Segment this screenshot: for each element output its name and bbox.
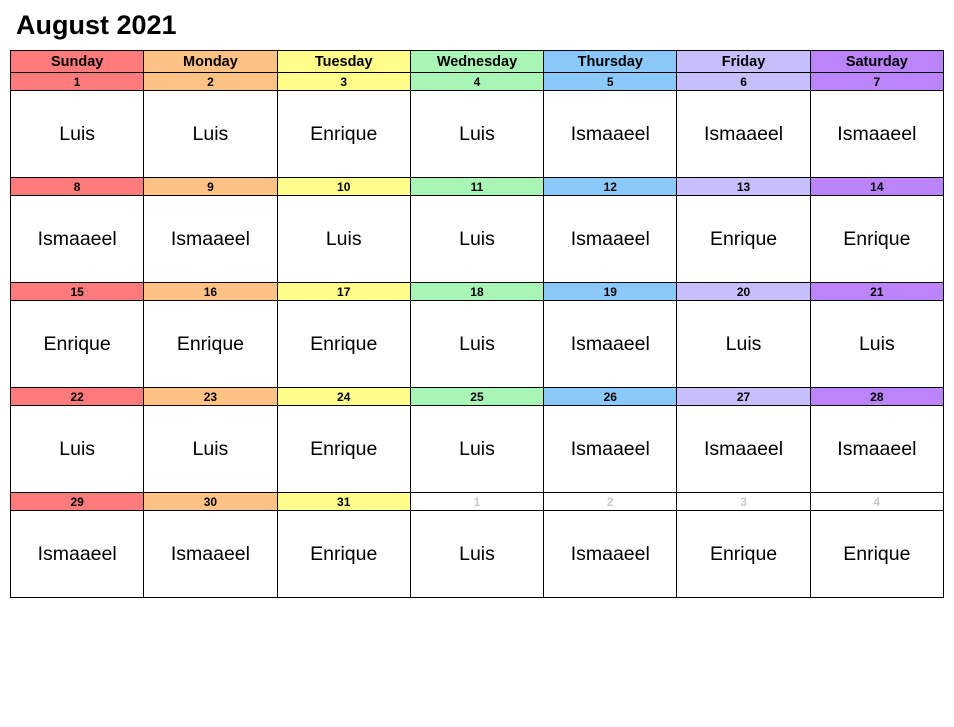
day-number-cell[interactable]: 13 [677, 178, 810, 196]
day-number-cell[interactable]: 7 [810, 73, 943, 91]
day-event-cell[interactable] [810, 301, 943, 388]
day-event-label: Ismaaeel [570, 543, 650, 565]
day-event-cell[interactable] [410, 196, 543, 283]
page-title: August 2021 [16, 10, 177, 40]
day-number-cell[interactable]: 25 [410, 388, 543, 406]
day-event-label: Ismaaeel [570, 333, 650, 355]
day-event-cell[interactable] [544, 511, 677, 598]
day-number-cell[interactable]: 22 [11, 388, 144, 406]
day-number-cell[interactable]: 26 [544, 388, 677, 406]
day-event-label: Ismaaeel [170, 228, 250, 250]
day-event-label: Enrique [709, 228, 778, 250]
weekday-header-tuesday: Tuesday [277, 51, 410, 73]
day-event-label: Luis [459, 438, 495, 460]
day-number-cell[interactable]: 8 [11, 178, 144, 196]
day-number-cell[interactable]: 17 [277, 283, 410, 301]
day-event-row [11, 511, 944, 598]
day-event-cell[interactable] [544, 406, 677, 493]
day-event-row [11, 196, 944, 283]
day-event-label: Enrique [310, 543, 378, 565]
day-number-cell[interactable]: 5 [544, 73, 677, 91]
day-number-cell[interactable]: 19 [544, 283, 677, 301]
day-number-cell[interactable]: 30 [144, 493, 277, 511]
day-event-cell[interactable] [544, 301, 677, 388]
day-event-cell[interactable] [677, 196, 810, 283]
day-number-cell[interactable]: 18 [410, 283, 543, 301]
day-number-cell[interactable]: 21 [810, 283, 943, 301]
day-event-label: Luis [459, 543, 495, 565]
day-number-cell[interactable]: 11 [410, 178, 543, 196]
day-event-cell[interactable] [11, 406, 144, 493]
day-event-cell[interactable] [11, 196, 144, 283]
day-event-label: Ismaaeel [37, 228, 117, 250]
day-event-label: Luis [459, 333, 495, 355]
day-event-label: Enrique [310, 123, 378, 145]
day-number-cell[interactable]: 9 [144, 178, 277, 196]
day-number-cell[interactable]: 16 [144, 283, 277, 301]
day-event-label: Luis [459, 123, 495, 145]
day-event-row [11, 301, 944, 388]
day-event-cell[interactable] [277, 511, 410, 598]
day-event-cell[interactable] [144, 301, 277, 388]
day-event-cell[interactable] [544, 196, 677, 283]
day-event-label: Ismaaeel [570, 438, 650, 460]
day-number-cell[interactable]: 2 [544, 493, 677, 511]
day-number-cell[interactable]: 3 [677, 493, 810, 511]
weekday-header-saturday: Saturday [810, 51, 943, 73]
weekday-header-friday: Friday [677, 51, 810, 73]
day-event-label: Luis [59, 438, 96, 460]
day-event-row [11, 91, 944, 178]
day-event-cell[interactable] [677, 91, 810, 178]
day-event-cell[interactable] [410, 406, 543, 493]
day-event-label: Ismaaeel [837, 438, 917, 460]
weekday-header-sunday: Sunday [11, 51, 144, 73]
day-number-cell[interactable]: 3 [277, 73, 410, 91]
day-number-cell[interactable]: 12 [544, 178, 677, 196]
day-number-row [11, 178, 944, 196]
day-event-label: Luis [192, 123, 229, 145]
day-event-label: Ismaaeel [570, 228, 650, 250]
day-event-label: Luis [858, 333, 895, 355]
day-event-cell[interactable] [410, 91, 543, 178]
day-number-cell[interactable]: 29 [11, 493, 144, 511]
day-event-label: Luis [192, 438, 229, 460]
day-event-label: Ismaaeel [170, 543, 250, 565]
day-event-label: Ismaaeel [570, 123, 650, 145]
day-number-cell[interactable]: 1 [410, 493, 543, 511]
day-number-cell[interactable]: 28 [810, 388, 943, 406]
day-event-cell[interactable] [410, 301, 543, 388]
day-event-cell[interactable] [810, 511, 943, 598]
day-number-cell[interactable]: 1 [11, 73, 144, 91]
day-event-cell[interactable] [410, 511, 543, 598]
day-event-cell[interactable] [144, 196, 277, 283]
weekday-header-wednesday: Wednesday [410, 51, 543, 73]
day-event-label: Ismaaeel [837, 123, 917, 145]
day-event-label: Enrique [843, 228, 911, 250]
day-event-cell[interactable] [144, 91, 277, 178]
day-event-cell[interactable] [277, 301, 410, 388]
day-number-cell[interactable]: 15 [11, 283, 144, 301]
day-number-cell[interactable]: 27 [677, 388, 810, 406]
day-event-cell[interactable] [677, 301, 810, 388]
day-event-label: Luis [59, 123, 96, 145]
calendar-body [11, 73, 944, 598]
day-event-cell[interactable] [677, 511, 810, 598]
day-number-cell[interactable]: 23 [144, 388, 277, 406]
day-number-cell[interactable]: 20 [677, 283, 810, 301]
calendar-table [10, 50, 944, 598]
day-event-label: Luis [459, 228, 495, 250]
day-event-cell[interactable] [144, 511, 277, 598]
day-event-cell[interactable] [810, 406, 943, 493]
calendar-header [11, 51, 944, 73]
day-number-cell[interactable]: 14 [810, 178, 943, 196]
day-event-label: Enrique [176, 333, 245, 355]
day-event-cell[interactable] [544, 91, 677, 178]
day-event-cell[interactable] [277, 196, 410, 283]
weekday-header-row [11, 51, 944, 73]
day-number-cell[interactable]: 6 [677, 73, 810, 91]
day-number-cell[interactable]: 24 [277, 388, 410, 406]
day-event-cell[interactable] [11, 301, 144, 388]
weekday-header-monday: Monday [144, 51, 277, 73]
day-number-row [11, 493, 944, 511]
day-number-cell[interactable]: 10 [277, 178, 410, 196]
day-event-cell[interactable] [677, 406, 810, 493]
day-event-label: Enrique [709, 543, 778, 565]
day-event-label: Ismaaeel [703, 438, 784, 460]
day-event-label: Luis [325, 228, 362, 250]
day-event-cell[interactable] [810, 196, 943, 283]
day-event-label: Luis [725, 333, 762, 355]
day-event-cell[interactable] [144, 406, 277, 493]
day-event-label: Enrique [43, 333, 111, 355]
day-number-row [11, 283, 944, 301]
day-event-cell[interactable] [11, 511, 144, 598]
day-number-cell[interactable]: 4 [810, 493, 943, 511]
weekday-header-thursday: Thursday [544, 51, 677, 73]
day-event-cell[interactable] [277, 91, 410, 178]
day-event-label: Ismaaeel [37, 543, 117, 565]
day-number-cell[interactable]: 4 [410, 73, 543, 91]
day-number-row [11, 73, 944, 91]
day-event-label: Ismaaeel [703, 123, 784, 145]
day-number-row [11, 388, 944, 406]
day-event-cell[interactable] [11, 91, 144, 178]
day-event-cell[interactable] [810, 91, 943, 178]
day-number-cell[interactable]: 2 [144, 73, 277, 91]
day-event-row [11, 406, 944, 493]
day-event-label: Enrique [310, 333, 378, 355]
day-event-cell[interactable] [277, 406, 410, 493]
day-event-label: Enrique [310, 438, 378, 460]
day-number-cell[interactable]: 31 [277, 493, 410, 511]
day-event-label: Enrique [843, 543, 911, 565]
